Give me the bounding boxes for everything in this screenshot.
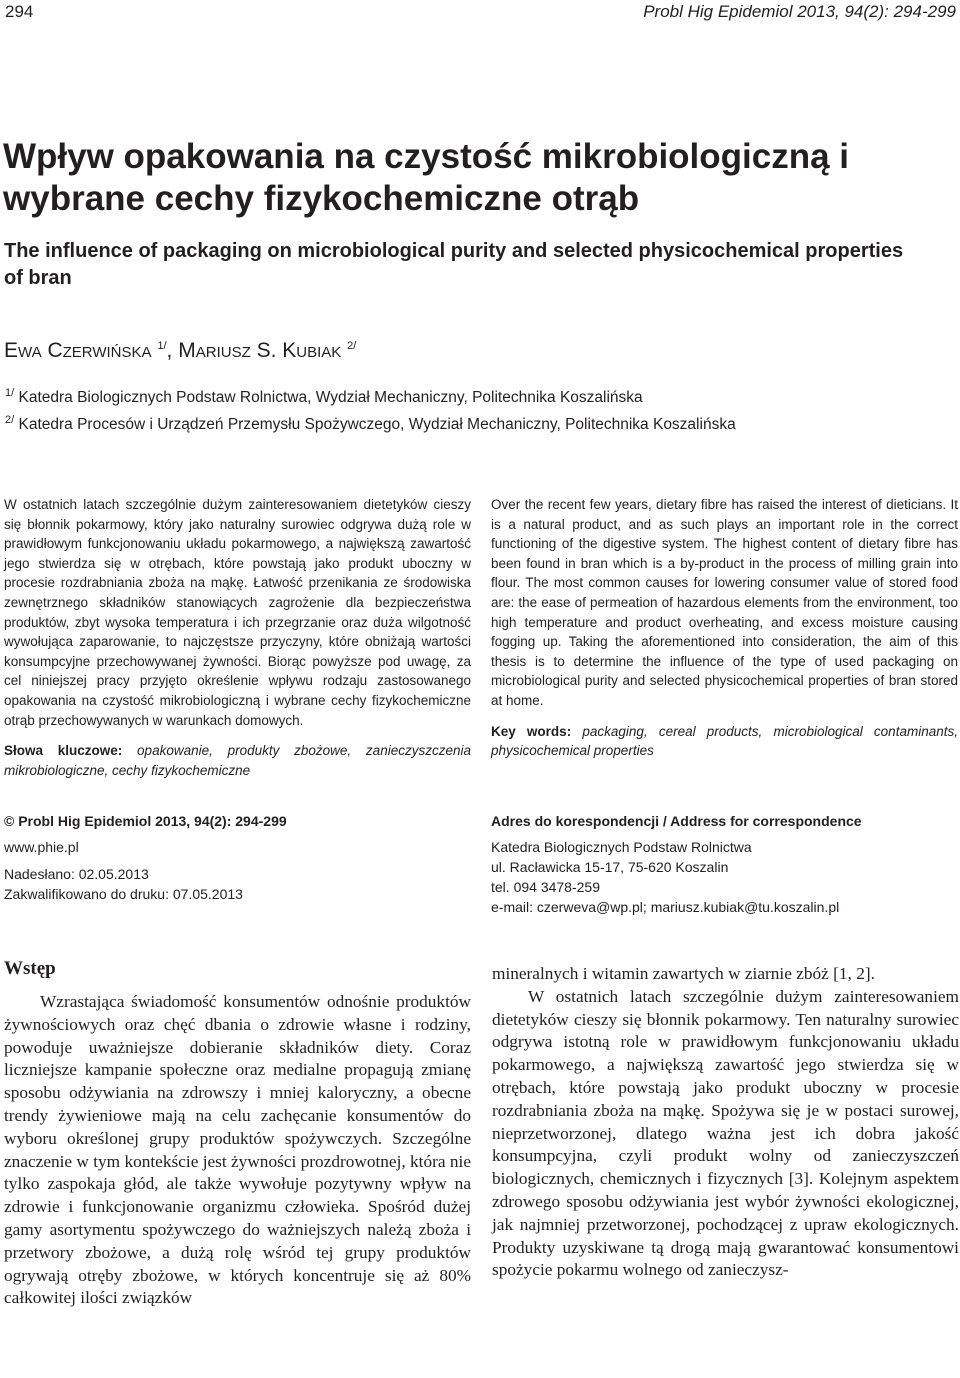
correspondence-line: tel. 094 3478-259 [491, 879, 600, 895]
author-line [4, 339, 356, 363]
author-separator: , [166, 339, 173, 362]
affiliation-text: Katedra Biologicznych Podstaw Rolnictwa, Wydział Mechaniczny, Politechnika Koszalińska [18, 389, 643, 406]
body-column-right [492, 963, 959, 1282]
paragraph-continuation: mineralnych i witamin zawartych w ziarnie zbóż [1, 2]. [492, 964, 875, 983]
abstract-english [491, 495, 958, 761]
abstract-polish [4, 495, 471, 780]
citation-text: Probl Hig Epidemiol 2013, 94(2): 294-299 [18, 813, 287, 829]
received-date: Nadesłano: 02.05.2013 [4, 866, 149, 882]
correspondence-heading: Adres do korespondencji / Address for correspondence [491, 813, 862, 829]
journal-url[interactable]: www.phie.pl [4, 839, 79, 855]
correspondence-email[interactable]: e-mail: czerweva@wp.pl; mariusz.kubiak@tu.koszalin.pl [491, 899, 840, 915]
body-column-left [4, 991, 471, 1310]
copyright-icon: © [4, 813, 15, 829]
keywords-label: Słowa kluczowe: [4, 743, 123, 759]
keywords-label: Key words: [491, 723, 572, 739]
affiliation [5, 386, 643, 407]
author-name: Mariusz S. Kubiak [178, 339, 342, 362]
affiliation-text: Katedra Procesów i Urządzeń Przemysłu Spożywczego, Wydział Mechaniczny, Politechnika Koszalińska [18, 416, 736, 433]
journal-reference: Probl Hig Epidemiol 2013, 94(2): 294-299 [643, 2, 956, 21]
title-english: The influence of packaging on microbiological purity and selected physicochemical properties of bran [4, 240, 904, 289]
publication-info [4, 811, 444, 904]
correspondence [491, 811, 951, 917]
correspondence-line: Katedra Biologicznych Podstaw Rolnictwa [491, 839, 752, 855]
page-number: 294 [5, 2, 34, 21]
abstract-text: Over the recent few years, dietary fibre has raised the interest of dieticians. It is a natural product, and as such plays an important role in the correct functioning of the digestive system. The highest content of dietary fibre has been found in bran which is a by-product in the process of milling grain into flour. The most common causes for lowering consumer value of stored food are: the ease of permeation of hazardous elements from the environment, too high temperature and product overheating, and excess moisture causing fogging up. Taking the aforementioned into consideration, the aim of this thesis is to determine the influence of the type of used packaging on microbiological purity and selected physicochemical properties of bran stored at home. [491, 497, 958, 708]
author-affil-marker: 1/ [157, 340, 167, 352]
abstract-text: W ostatnich latach szczególnie dużym zainteresowaniem dietetyków cieszy się błonnik pokarmowy, który jako naturalny surowiec odgrywa dużą role w prawidłowym funkcjonowaniu układu pokarmowego, a największą zawartość jego stwierdza się w otrębach, które powstają jako produkt uboczny w procesie rozdrabniania zboża na mąkę. Łatwość przenikania ze środowiska zewnętrznego składników stanowiących zagrożenie dla bezpieczeństwa produktów, zbyt wysoka temperatura i ich przegrzanie oraz duża wilgotność wywołująca zaparowanie, to najczęstsze przyczyny, które obniżają wartości konsumpcyjne przechowywanej żywności. Biorąc powyższe pod uwagę, za cel niniejszej pracy przyjęto określenie wpływu rodzaju zastosowanego opakowania na czystość mikrobiologiczną i wybrane cechy fizykochemiczne otrąb przechowywanych w warunkach domowych. [4, 497, 471, 728]
keywords [491, 722, 958, 761]
affiliation-marker: 1/ [5, 386, 15, 399]
section-heading: Wstęp [4, 958, 56, 979]
citation [4, 811, 444, 831]
keywords-list: packaging, cereal products, microbiological contaminants, physicochemical properties [491, 723, 958, 759]
accepted-date: Zakwalifikowano do druku: 07.05.2013 [4, 886, 243, 902]
correspondence-line: ul. Racławicka 15-17, 75-620 Koszalin [491, 859, 729, 875]
keywords-list: opakowanie, produkty zbożowe, zanieczyszczenia mikrobiologiczne, cechy fizykochemiczne [4, 743, 471, 778]
paragraph: Wzrastająca świadomość konsumentów odnośnie produktów żywnościowych oraz chęć dbania o zdrowie własne i rodziny, powoduje uważniejsze dobieranie składników diety. Coraz liczniejsze kampanie społeczne oraz medialne propagują zmianę sposobu odżywiania na zdrowszy i mniej kaloryczny, a obecne trendy żywieniowe mają na celu zachęcanie konsumentów do wyboru określonej grupy produktów spożywczych. Szczególne znaczenie w tym kontekście jest żywności prozdrowotnej, która nie tylko zaspokaja głód, ale także wywołuje pozytywny wpływ na zdrowie i funkcjonowanie organizmu człowieka. Spośród dużej gamy asortymentu spożywczego do ważniejszych należą zboża i przetwory zbożowe, a dużą rolę wśród tej grupy produktów ogrywają otręby zbożowe, w których koncentruje się aż 80% całkowitej ilości związków [4, 992, 471, 1308]
paragraph: W ostatnich latach szczególnie dużym zainteresowaniem dietetyków cieszy się błonnik pokarmowy. Ten naturalny surowiec odgrywa istotną role w prawidłowym funkcjonowaniu układu pokarmowego, a największą zawartość jego stwierdza się w otrębach, które powstają jako produkt uboczny w procesie rozdrabniania zboża na mąkę. Spożywa się je w postaci surowej, nieprzetworzonej, dlatego ważna jest ich dobra jakość konsumpcyjna, czyli produkt wolny od zanieczyszczeń biologicznych, chemicznych i fizycznych [3]. Kolejnym aspektem zdrowego sposobu odżywiania jest wybór żywności ekologicznej, jak najmniej przetworzonej, pochodzącej z upraw ekologicznych. Produkty uzyskiwane tą drogą mają gwarantować konsumentowi spożycie pokarmu wolnego od zanieczysz- [492, 986, 959, 1280]
affiliation [5, 413, 736, 434]
keywords [4, 741, 471, 780]
affiliation-marker: 2/ [5, 413, 15, 426]
author-name: Ewa Czerwińska [4, 339, 152, 362]
author-affil-marker: 2/ [347, 340, 357, 352]
title-polish: Wpływ opakowania na czystość mikrobiologiczną i wybrane cechy fizykochemiczne otrąb [3, 137, 850, 218]
